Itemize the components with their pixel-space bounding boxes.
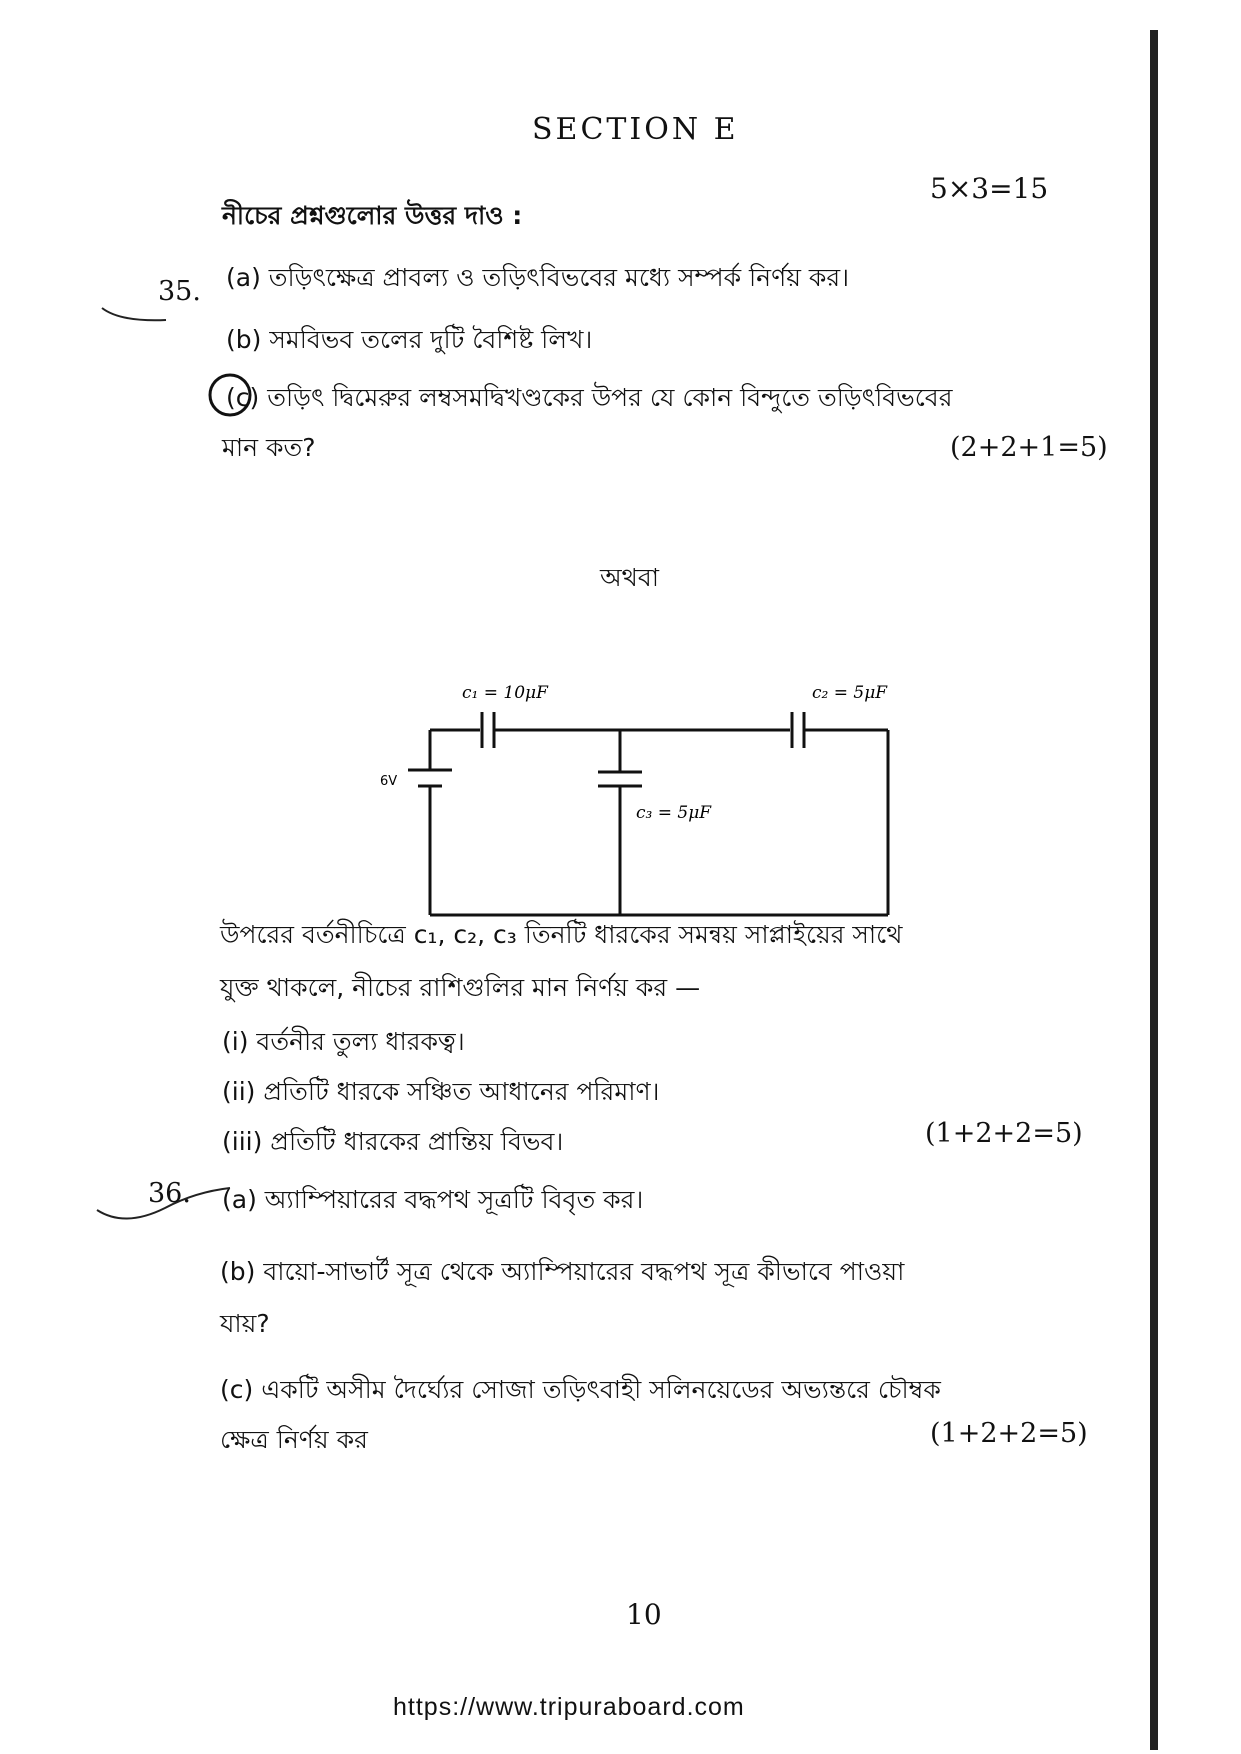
battery-voltage-label: 6V: [380, 774, 398, 789]
alt-question-part-iii: (iii) প্রতিটি ধারকের প্রান্তিয় বিভব।: [222, 1127, 564, 1156]
question-35-marks: (2+2+1=5): [950, 432, 1108, 463]
question-35b-text: (b) সমবিভব তলের দুটি বৈশিষ্ট লিখ।: [226, 325, 593, 354]
section-instruction: নীচের প্রশ্নগুলোর উত্তর দাও :: [222, 201, 523, 230]
question-36-marks: (1+2+2=5): [930, 1418, 1088, 1449]
alt-question-text-line1: উপরের বর্তনীচিত্রে c₁, c₂, c₃ তিনটি ধারকের সমন্বয় সাপ্লাইয়ের সাথে: [220, 920, 903, 949]
capacitor-c1-label: c₁ = 10μF: [462, 683, 548, 703]
section-title: SECTION E: [532, 112, 739, 147]
page-number: 10: [626, 1598, 662, 1631]
capacitor-c3-label: c₃ = 5μF: [636, 803, 712, 823]
question-36a-text: (a) অ্যাম্পিয়ারের বদ্ধপথ সূত্রটি বিবৃত কর।: [222, 1185, 644, 1214]
question-36c-text-continued: ক্ষেত্র নির্ণয় কর: [220, 1425, 368, 1454]
capacitor-circuit-diagram: [380, 670, 920, 930]
or-divider: অথবা: [600, 563, 660, 592]
alt-question-text-line2: যুক্ত থাকলে, নীচের রাশিগুলির মান নির্ণয় কর —: [220, 973, 701, 1002]
question-35-number: 35.: [158, 276, 201, 307]
question-35c-text: (c) তড়িৎ দ্বিমেরুর লম্বসমদ্বিখণ্ডকের উপর যে কোন বিন্দুতে তড়িৎবিভবের: [226, 383, 953, 412]
alt-question-part-ii: (ii) প্রতিটি ধারকে সঞ্চিত আধানের পরিমাণ।: [222, 1077, 660, 1106]
question-36b-text-continued: যায়?: [220, 1309, 270, 1338]
question-36b-text: (b) বায়ো-সাভার্ট সূত্র থেকে অ্যাম্পিয়ারের বদ্ধপথ সূত্র কীভাবে পাওয়া: [220, 1257, 905, 1286]
alt-question-part-i: (i) বর্তনীর তুল্য ধারকত্ব।: [222, 1027, 465, 1056]
question-36c-text: (c) একটি অসীম দৈর্ঘ্যের সোজা তড়িৎবাহী সলিনয়েডের অভ্যন্তরে চৌম্বক: [220, 1375, 941, 1404]
question-36-number: 36.: [148, 1178, 191, 1209]
footer-url-link[interactable]: https://www.tripuraboard.com: [393, 1693, 745, 1721]
question-35a-text: (a) তড়িৎক্ষেত্র প্রাবল্য ও তড়িৎবিভবের মধ্যে সম্পর্ক নির্ণয় কর।: [226, 263, 850, 292]
section-total-marks: 5×3=15: [930, 172, 1049, 205]
question-35c-text-continued: মান কত?: [222, 433, 316, 462]
page-edge-shadow: [1150, 30, 1158, 1750]
capacitor-c2-label: c₂ = 5μF: [812, 683, 888, 703]
alt-question-marks: (1+2+2=5): [925, 1118, 1083, 1149]
